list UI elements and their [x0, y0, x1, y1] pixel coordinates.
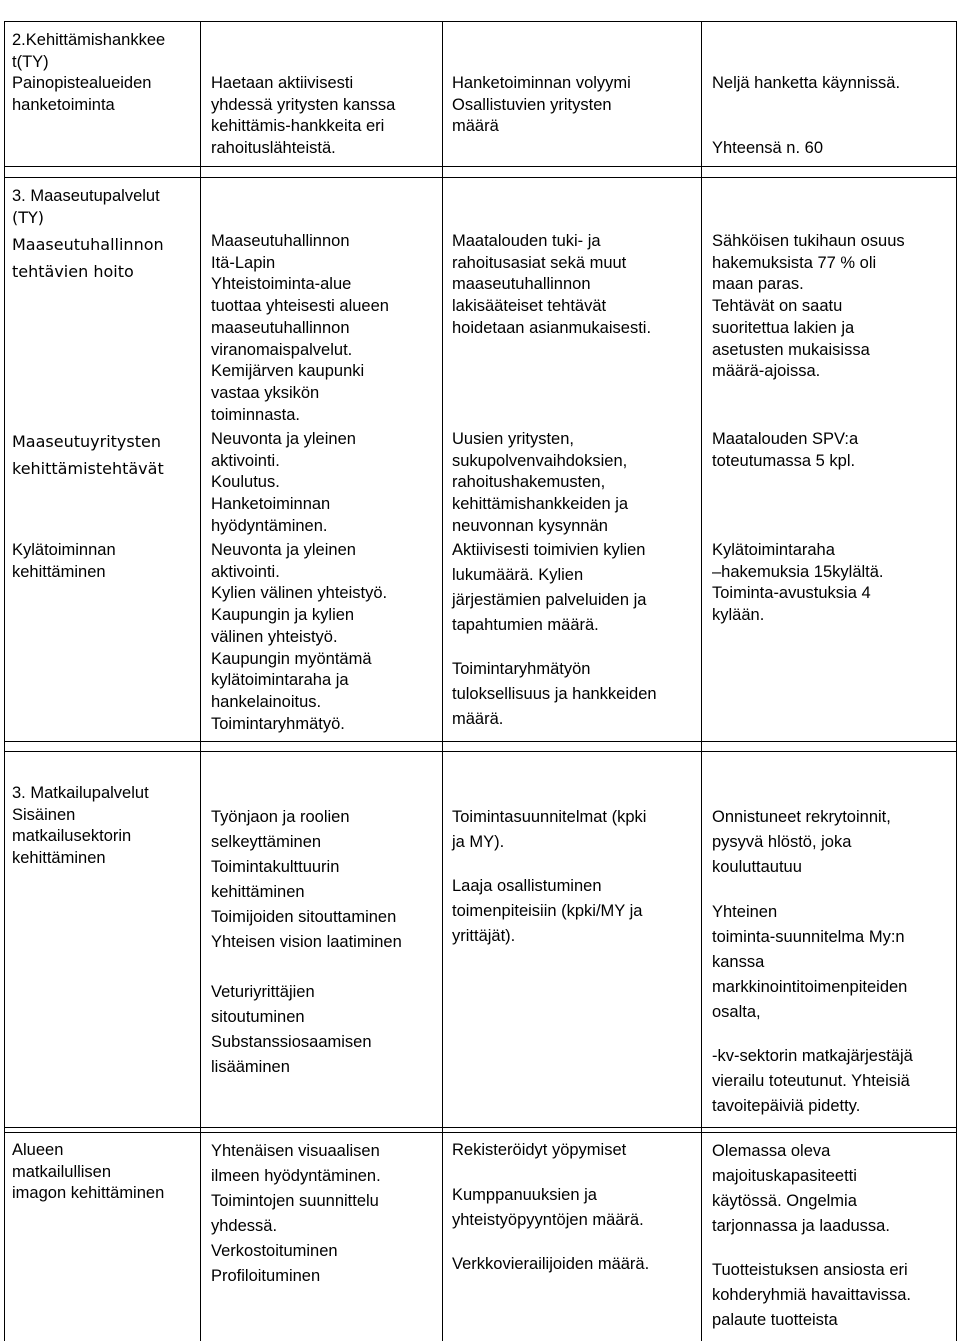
- s2-indicators-4: Toimintaryhmätyön tuloksellisuus ja hankkeiden määrä.: [452, 660, 657, 728]
- col-line-1: [200, 21, 201, 1341]
- s4-indicators-2: Kumppanuuksien ja yhteistyöpyyntöjen määrä.: [452, 1186, 644, 1229]
- s2-area-2: Maaseutuyritysten kehittämistehtävät: [12, 432, 164, 478]
- row-divider-1b: [4, 177, 957, 178]
- s4-measures: Yhtenäisen visuaalisen ilmeen hyödyntäminen. Toimintojen suunnittelu yhdessä. Verkostoituminen Profiloituminen: [211, 1142, 381, 1285]
- s2-measures-3: Neuvonta ja yleinen aktivointi. Kylien välinen yhteistyö. Kaupungin ja kylien välinen yhteistyö. Kaupungin myöntämä kylätoimintaraha ja hankelainoitus. Toimintaryhmätyö.: [211, 541, 388, 733]
- s2-indicators-1: Maatalouden tuki- ja rahoitusasiat sekä muut maaseutuhallinnon lakisääteiset tehtävät hoidetaan asianmukaisesti.: [452, 232, 652, 337]
- s2-area-3: Kylätoiminnan kehittäminen: [12, 541, 116, 581]
- row-divider-3: [4, 1127, 957, 1128]
- s2-indicators-3: Aktiivisesti toimivien kylien lukumäärä. Kylien järjestämien palveluiden ja tapahtumien määrä.: [452, 541, 647, 634]
- s2-results-1: Sähköisen tukihaun osuus hakemuksista 77 % oli maan paras. Tehtävät on saatu suoritettua lakien ja asetusten mukaisissa määrä-ajoissa.: [712, 232, 905, 381]
- col-line-4: [956, 21, 957, 1341]
- s4-indicators-1: Rekisteröidyt yöpymiset: [452, 1141, 627, 1159]
- col-line-3: [701, 21, 702, 1341]
- s1-indicators: Hanketoiminnan volyymi Osallistuvien yritysten määrä: [452, 74, 631, 136]
- s2-results-3: Kylätoimintaraha –hakemuksia 15kylältä. Toiminta-avustuksia 4 kylään.: [712, 541, 884, 625]
- s4-area: Alueen matkailullisen imagon kehittäminen: [12, 1141, 165, 1203]
- table-top-border: [4, 21, 957, 22]
- s2-results-2: Maatalouden SPV:a toteutumassa 5 kpl.: [712, 430, 859, 470]
- s4-results-2: Tuotteistuksen ansiosta eri kohderyhmiä havaittavissa. palaute tuotteista: [712, 1261, 912, 1329]
- s3-results-2: Yhteinen toiminta-suunnitelma My:n kanssa markkinointitoimenpiteiden osalta,: [712, 903, 908, 1021]
- s1-area-title: 2.Kehittämishankkee t(TY): [12, 31, 166, 71]
- s3-indicators-2: Laaja osallistuminen toimenpiteisiin (kpki/MY ja yrittäjät).: [452, 877, 643, 945]
- s3-indicators-1: Toimintasuunnitelmat (kpki ja MY).: [452, 808, 647, 851]
- s3-results-1: Onnistuneet rekrytoinnit, pysyvä hlöstö, joka kouluttautuu: [712, 808, 891, 876]
- s2-measures-2: Neuvonta ja yleinen aktivointi. Koulutus. Hanketoiminnan hyödyntäminen.: [211, 430, 356, 535]
- s3-area: 3. Matkailupalvelut Sisäinen matkailusektorin kehittäminen: [12, 784, 149, 868]
- row-divider-2: [4, 741, 957, 742]
- s2-heading-sub: (TY): [12, 208, 45, 227]
- s1-result-1: Neljä hanketta käynnissä.: [712, 74, 901, 92]
- s3-results-3: -kv-sektorin matkajärjestäjä vierailu toteutunut. Yhteisiä tavoitepäiviä pidetty.: [712, 1047, 913, 1115]
- s2-indicators-2: Uusien yritysten, sukupolvenvaihdoksien, rahoitushakemusten, kehittämishankkeiden ja neuvonnan kysynnän: [452, 430, 629, 535]
- s1-result-2: Yhteensä n. 60: [712, 139, 824, 157]
- s1-area-subtitle: Painopistealueiden hanketoiminta: [12, 74, 152, 114]
- s3-measures-1: Työnjaon ja roolien selkeyttäminen Toimintakulttuurin kehittäminen Toimijoiden sitouttaminen Yhteisen vision laatiminen: [211, 808, 402, 951]
- col-line-2: [442, 21, 443, 1341]
- s1-measures: Haetaan aktiivisesti yhdessä yritysten kanssa kehittämis-hankkeita eri rahoituslähteistä.: [211, 74, 396, 158]
- s4-indicators-3: Verkkovierailijoiden määrä.: [452, 1255, 650, 1273]
- s3-measures-2: Veturiyrittäjien sitoutuminen Substanssiosaamisen lisääminen: [211, 983, 372, 1076]
- col-line-0: [4, 21, 5, 1341]
- row-divider-1: [4, 166, 957, 167]
- s2-area-1: Maaseutuhallinnon tehtävien hoito: [12, 235, 164, 281]
- s2-measures-1: Maaseutuhallinnon Itä-Lapin Yhteistoiminta-alue tuottaa yhteisesti alueen maaseutuhallinnon viranomaispalvelut. Kemijärven kaupunki vastaa yksikön toiminnasta.: [211, 232, 389, 424]
- s2-heading: 3. Maaseutupalvelut: [12, 187, 160, 205]
- row-divider-3b: [4, 1132, 957, 1133]
- row-divider-2b: [4, 751, 957, 752]
- s4-results-1: Olemassa oleva majoituskapasiteetti käytössä. Ongelmia tarjonnassa ja laadussa.: [712, 1142, 890, 1235]
